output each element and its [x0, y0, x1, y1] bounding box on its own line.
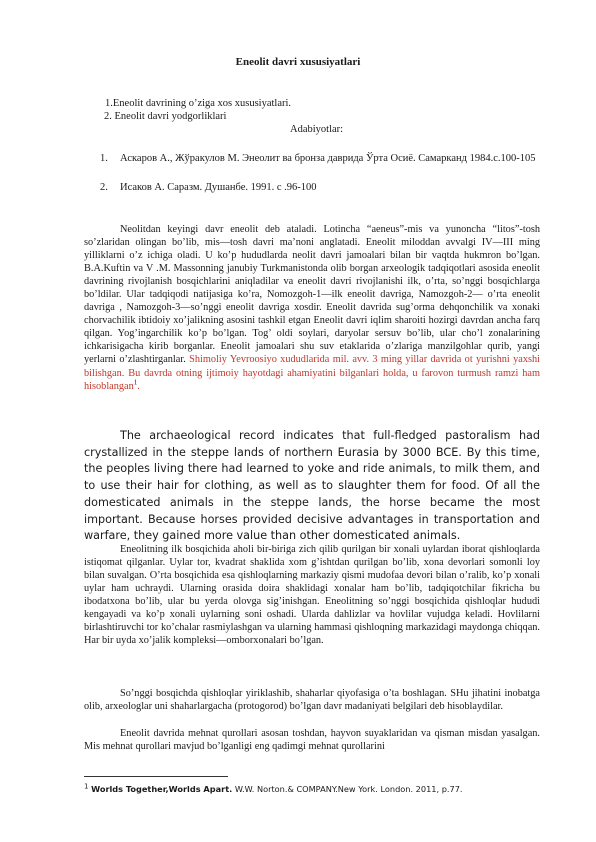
- reference-item-1: [100, 153, 540, 179]
- reference-number: 1.: [100, 153, 108, 164]
- reference-number: 2.: [100, 182, 108, 193]
- plan-item-1: 1.Eneolit davrining o’ziga xos xususiyatlari.: [105, 98, 292, 109]
- paragraph-neolit: [84, 223, 540, 393]
- reference-text: Исаков А. Саразм. Душанбе. 1991. с .96-100: [120, 182, 317, 193]
- plan-item-2: 2. Eneolit davri yodgorliklari: [104, 111, 227, 122]
- paragraph-end: .: [137, 380, 140, 392]
- paragraph-text: Neolitdan keyingi davr eneolit deb ataladi. Lotincha “aeneus”-mis va yunoncha “litos”-tosh so’zlaridan olingan bo’lib, mis—tosh davri ma’noni anglatadi. Eneolit miloddan avvalgi IV—III ming yilliklarni o’z ichiga oladi. U ko’p hududlarda neolit davri jamoalari bilan bir vaqtda hukmron bo’lgan. B.A.Kuftin va V .M. Massonning janubiy Turkmanistonda olib borgan arxeologik tadqiqotlari asosida eneolit davrining rivojlanish bosqichlarini aniqladilar va eneolit davri rivojlanishi ilk, o’rta, so’nggi bosqichlarga bo’ldilar. Ular tadqiqodi natijasiga ko’ra, Nomozgoh-1—ilk eneolit davriga, Namozgoh-2— o’rta eneolit davriga , Namozgoh-3—so’nggi eneolit davriga xosdir. Eneolit davrida sug’orma dehqonchilik va xonaki chorvachilik ibtidoiy xo’jalikning asosini tashkil etgan Eneolit davri iqlim sharoiti hozirgi davrdan ancha farq qilgan. Yog’ingarchilik ko’p bo’lgan. Tog’ oldi soylari, daryolar sersuv bo’lib, ular cho’l zonalarining ichkarisigacha kirib borganlar. Eneolit jamoalari shu suv etaklarida o’zlariga manzilgohlar qurib, yangi yerlarni o’zlashtirganlar.: [84, 224, 540, 366]
- highlighted-text: Shimoliy Yevroosiyo xududlarida mil. avv. 3 ming yillar davrida ot yurishni yaxshi bilishgan. Bu davrda otning ijtimoiy hayotdagi ahamiyatini bilganlari holda, u farovon turmush ramzi ham hisoblangan: [84, 354, 540, 392]
- reference-text: Аскаров А., Жўракулов М. Энеолит ва бронза даврида Ўрта Осиё. Самарканд 1984.с.100-105: [120, 153, 536, 164]
- paragraph-ilk-bosqich: Eneolitning ilk bosqichida aholi bir-biriga zich qilib qurilgan bir xonali uylardan iborat qishloqlarda istiqomat qilganlar. Uylar tor, kvadrat shaklida xom g’ishtdan qurilgan bo’lib, xona devorlari somonli loy bilan suvalgan. O’rta bosqichida esa qishloqlarning markaziy qismi mudofaa devori bilan o’ralib, ko’p xonali uylar ham uchraydi. Ularning orasida doira shaklidagi xonalar ham bo’lib, tadqiqotchilar fikricha bu ibodatxona bo’lib, ular bu yerda olovga sig’inishgan. Eneolitning so’nggi bosqichida qishloqlar hududi kengayadi va ko’p xonali uylarning soni oshadi. Ularda dahlizlar va hovlilar vujudga keladi. Hovlilarni birlashtiruvchi tor ko’chalar rasmiylashgan va ularning hammasi qishloqning markazidagi maydonga chiqqan. Har bir uyda xo’jalik kompleksi—omborxonalari bo’lgan.: [84, 544, 540, 647]
- paragraph-songgi-bosqich: So’nggi bosqichda qishloqlar yiriklashib, shaharlar qiyofasiga o’ta boshlagan. SHu jihatini inobatga olib, arxeologlar uni shaharlargacha (protogorod) bo’lgan davr madaniyati belgilari deb hisoblaydilar.: [84, 688, 540, 713]
- references-heading: Adabiyotlar:: [290, 124, 344, 135]
- footnote-divider: [84, 776, 228, 777]
- paragraph-mehnat-qurollari: Eneolit davrida mehnat qurollari asosan toshdan, hayvon suyaklaridan va qisman misdan yasalgan. Mis mehnat qurollari mavjud bo’lganligi eng qadimgi mehnat qurollarini: [84, 728, 540, 753]
- footnote: [84, 784, 544, 795]
- reference-item-2: [100, 182, 540, 196]
- footnote-number: 1: [84, 782, 89, 791]
- english-paragraph: The archaeological record indicates that full-fledged pastoralism had crystallized in the steppe lands of northern Eurasia by 3000 BCE. By this time, the peoples living there had learned to yoke and ride animals, to milk them, and to use their hair for clothing, as well as to slaughter them for food. Of all the domesticated animals in the steppe lands, the horse became the most important. Because horses provided decisive advantages in transportation and warfare, they gained more value than other domesticated animals.: [84, 429, 540, 543]
- footnote-marker: 1: [133, 378, 138, 387]
- footnote-publisher: W.W. Norton.& COMPANY.New York. London. 2011, p.77.: [232, 784, 463, 794]
- document-title: Eneolit davri xususiyatlari: [235, 56, 361, 68]
- footnote-book-title: Worlds Together,Worlds Apart.: [91, 784, 233, 794]
